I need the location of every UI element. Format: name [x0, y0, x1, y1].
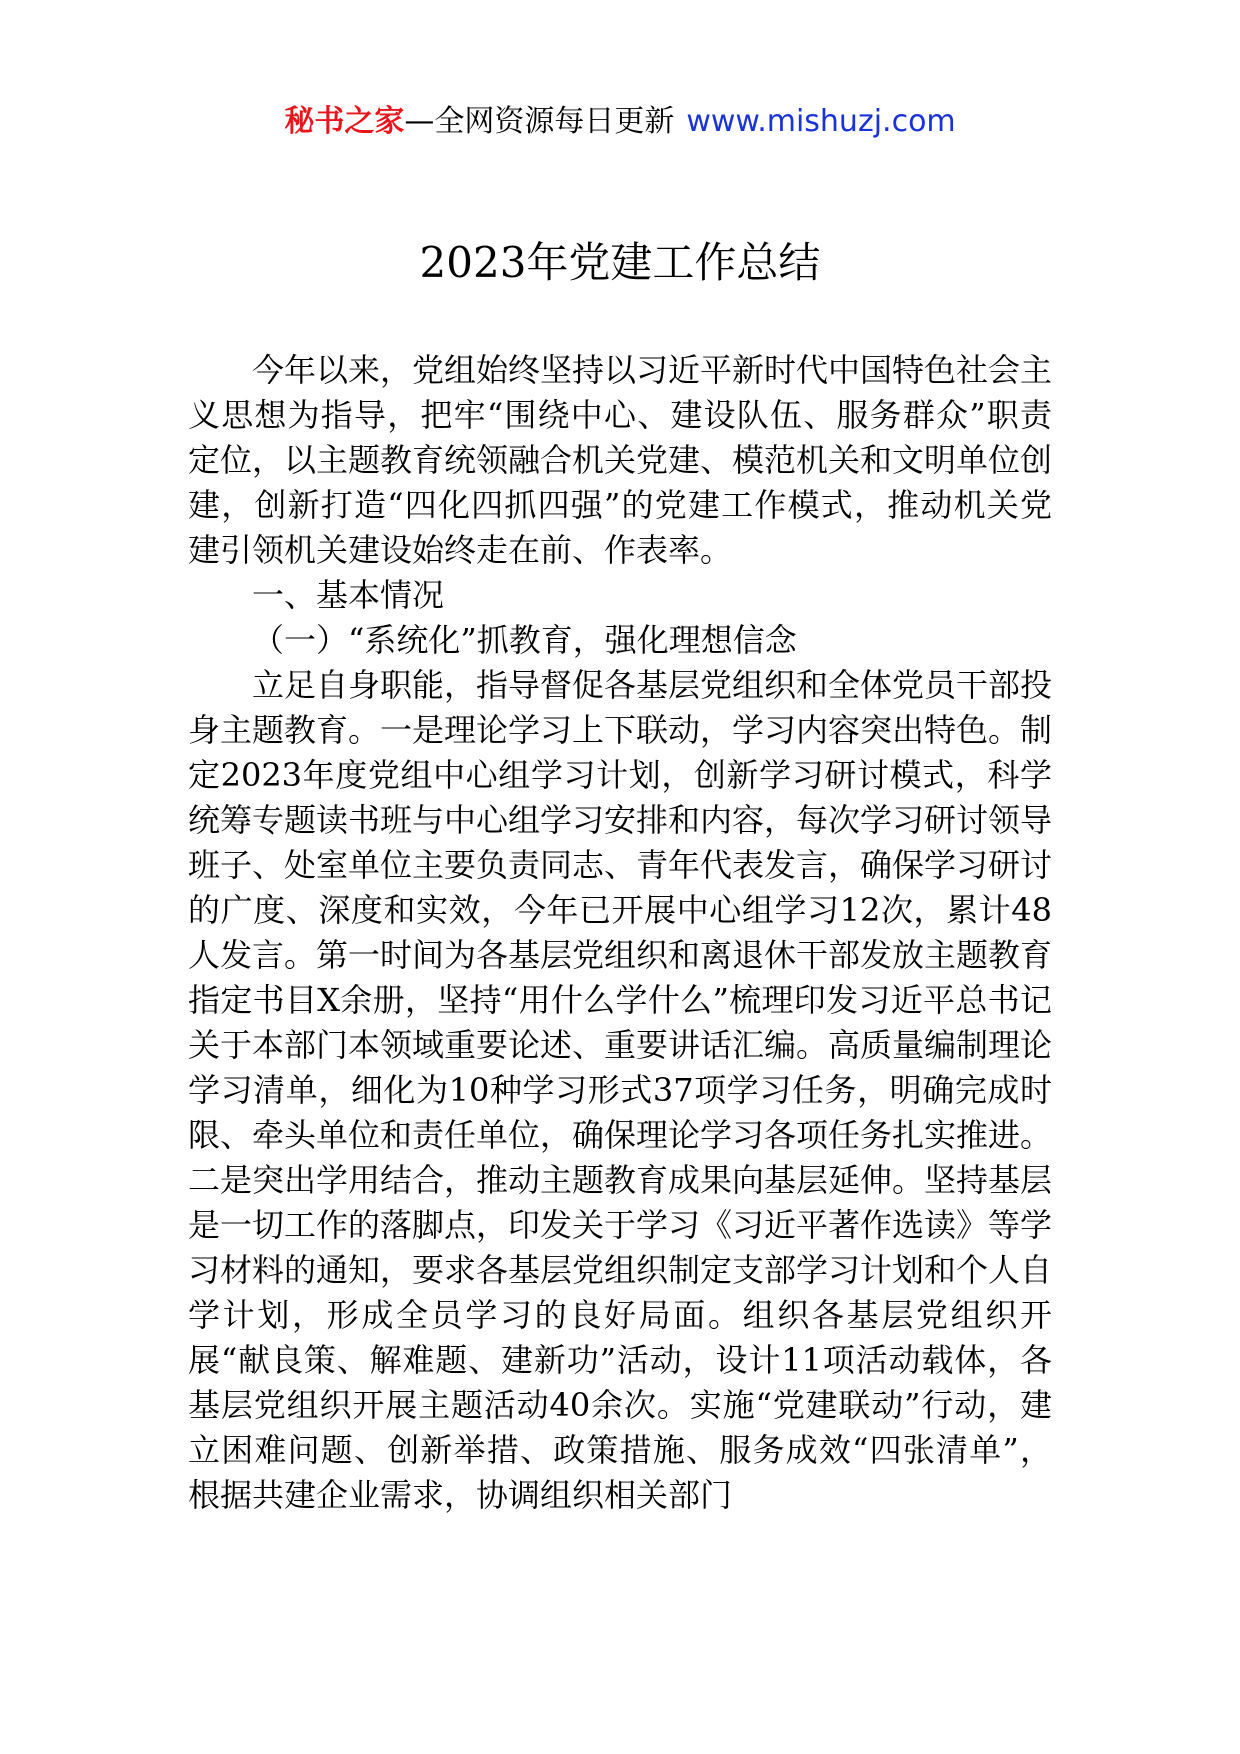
document-title: 2023年党建工作总结: [419, 238, 821, 287]
section-heading: 一、基本情况: [252, 576, 445, 614]
slogan-text: —全网资源每日更新: [404, 104, 675, 139]
document-body: [188, 348, 1052, 1518]
source-banner: [0, 102, 1240, 142]
intro-paragraph: 今年以来，党组始终坚持以习近平新时代中国特色社会主义思想为指导，把牢“围绕中心、建设队伍、服务群众”职责定位，以主题教育统领融合机关党建、模范机关和文明单位创建，创新打造“四化四抓四强”的党建工作模式，推动机关党建引领机关建设始终走在前、作表率。: [188, 351, 1053, 569]
subsection-heading: （一）“系统化”抓教育，强化理想信念: [252, 621, 797, 659]
brand-name: 秘书之家: [284, 104, 405, 139]
body-paragraph: 立足自身职能，指导督促各基层党组织和全体党员干部投身主题教育。一是理论学习上下联动，学习内容突出特色。制定2023年度党组中心组学习计划，创新学习研讨模式，科学统筹专题读书班与中心组学习安排和内容，每次学习研讨领导班子、处室单位主要负责同志、青年代表发言，确保学习研讨的广度、深度和实效，今年已开展中心组学习12次，累计48人发言。第一时间为各基层党组织和离退休干部发放主题教育指定书目X余册，坚持“用什么学什么”梳理印发习近平总书记关于本部门本领域重要论述、重要讲话汇编。高质量编制理论学习清单，细化为10种学习形式37项学习任务，明确完成时限、牵头单位和责任单位，确保理论学习各项任务扎实推进。二是突出学用结合，推动主题教育成果向基层延伸。坚持基层是一切工作的落脚点，印发关于学习《习近平著作选读》等学习材料的通知，要求各基层党组织制定支部学习计划和个人自学计划，形成全员学习的良好局面。组织各基层党组织开展“献良策、解难题、建新功”活动，设计11项活动载体，各基层党组织开展主题活动40余次。实施“党建联动”行动，建立困难问题、创新举措、政策措施、服务成效“四张清单”，根据共建企业需求，协调组织相关部门: [188, 666, 1053, 1514]
website-link[interactable]: www.mishuzj.com: [686, 104, 956, 139]
